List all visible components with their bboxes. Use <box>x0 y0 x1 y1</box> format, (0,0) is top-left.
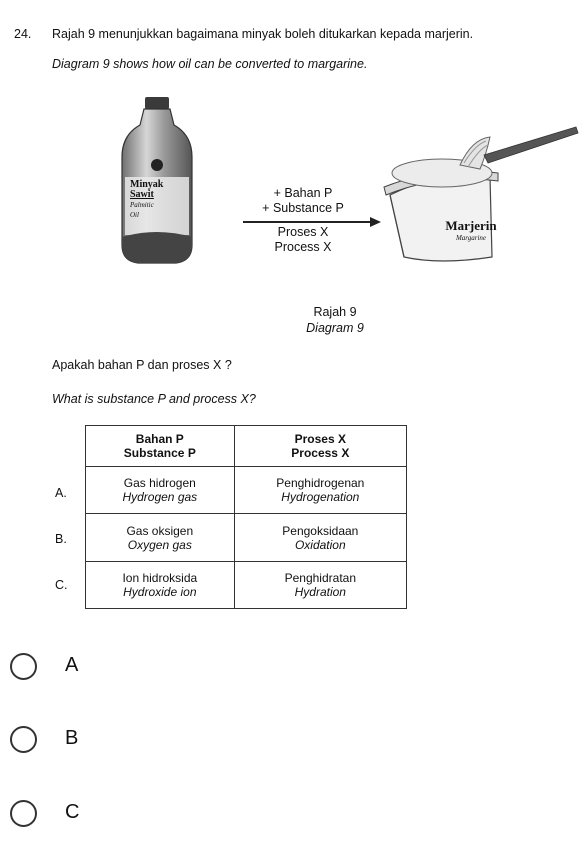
radio-button-c[interactable] <box>10 800 37 827</box>
cell-malay: Gas oksigen <box>126 523 194 538</box>
header-english: Substance P <box>123 446 196 461</box>
bottle-label-line: Minyak <box>130 179 164 190</box>
choice-c-label: C <box>65 801 80 823</box>
cell-malay: Ion hidroksida <box>122 570 198 585</box>
header-malay: Proses X <box>294 432 346 447</box>
radio-button-b[interactable] <box>10 726 37 753</box>
radio-button-a[interactable] <box>10 653 37 680</box>
table-cell-substance <box>86 467 235 514</box>
table-header-row <box>86 426 407 467</box>
diagram-caption-english: Diagram 9 <box>306 321 364 335</box>
cell-english: Hydrogenation <box>281 490 360 505</box>
bottle-label-line: Sawit <box>130 189 154 200</box>
diagram-9 <box>100 95 580 295</box>
choice-a-label: A <box>65 654 79 676</box>
cell-english: Oxygen gas <box>127 537 192 552</box>
choice-b-label: B <box>65 727 79 749</box>
table-row <box>86 467 407 514</box>
tub-label-malay: Marjerin <box>445 218 497 233</box>
table-cell-process <box>234 561 406 608</box>
row-letter-a: A. <box>55 486 67 500</box>
cell-english: Hydrogen gas <box>122 490 198 505</box>
table-cell-substance <box>86 561 235 608</box>
diagram-caption-malay: Rajah 9 <box>313 305 357 319</box>
table-cell-process <box>234 514 406 561</box>
reagent-english: + Substance P <box>262 201 344 215</box>
row-letter-b: B. <box>55 532 67 546</box>
bottle-label-line: Oil <box>130 211 139 219</box>
table-cell-substance <box>86 514 235 561</box>
table-row <box>86 561 407 608</box>
row-letter-c: C. <box>55 578 68 592</box>
header-malay: Bahan P <box>135 432 184 447</box>
process-malay: Proses X <box>277 225 329 239</box>
cell-malay: Pengoksidaan <box>282 523 359 538</box>
cell-malay: Gas hidrogen <box>123 476 196 491</box>
reaction-reagent <box>228 186 378 216</box>
prompt-english: What is substance P and process X? <box>52 392 256 406</box>
table-row <box>86 514 407 561</box>
question-number: 24. <box>14 27 32 41</box>
tub-label <box>426 219 516 245</box>
choice-a-option[interactable] <box>10 649 210 685</box>
choice-b-option[interactable] <box>10 722 210 758</box>
bottle-label-line: Palmitic <box>130 201 154 209</box>
cell-english: Hydroxide ion <box>123 584 197 599</box>
bottle-label <box>130 180 163 220</box>
process-english: Process X <box>274 240 332 254</box>
header-english: Process X <box>291 446 350 461</box>
reaction-arrow <box>243 221 373 223</box>
prompt-malay: Apakah bahan P dan proses X ? <box>52 358 232 372</box>
table-header-substance <box>86 426 235 467</box>
tub-label-english: Margarine <box>455 234 487 242</box>
reagent-malay: + Bahan P <box>273 186 333 200</box>
question-text-malay: Rajah 9 menunjukkan bagaimana minyak boleh ditukarkan kepada marjerin. <box>52 27 474 41</box>
cell-malay: Penghidrogenan <box>276 476 365 491</box>
reaction-process <box>228 225 378 255</box>
table-cell-process <box>234 467 406 514</box>
question-text-english: Diagram 9 shows how oil can be converted to margarine. <box>52 57 368 71</box>
cell-english: Hydration <box>294 584 346 599</box>
choice-c-option[interactable] <box>10 796 210 832</box>
cell-english: Oxidation <box>294 537 346 552</box>
options-table <box>85 425 407 609</box>
cell-malay: Penghidratan <box>284 570 356 585</box>
table-header-process <box>234 426 406 467</box>
